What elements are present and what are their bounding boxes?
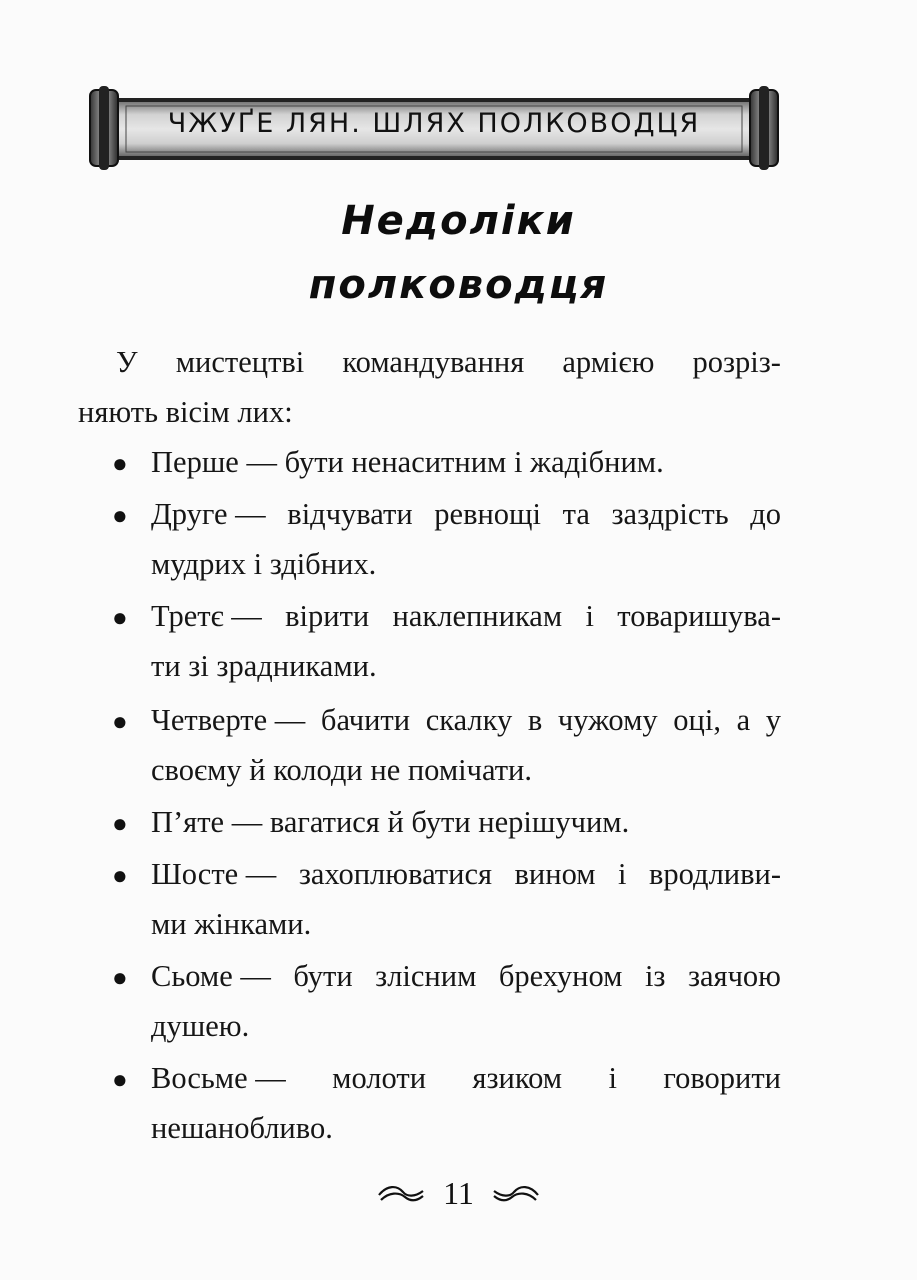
word: армією [562,345,655,379]
list-item-6-line-2: ми жінками. [151,907,312,941]
chapter-title: ЧЖУҐЕ ЛЯН. ШЛЯХ ПОЛКОВОДЦЯ [167,108,701,139]
word: оці, [673,703,721,737]
word: в [527,703,543,737]
bullet-icon: ● [112,603,128,632]
word: молоти [332,1061,427,1095]
left-flourish-icon [377,1183,425,1205]
list-item-7-line-2: душею. [151,1009,250,1043]
word: вродливи- [649,857,781,891]
word: вином [514,857,596,891]
word: захоплюватися [298,857,493,891]
word: язиком [472,1061,563,1095]
word: злісним [375,959,477,993]
word: і [618,857,627,891]
list-item-8-line-2: нешанобливо. [151,1111,333,1145]
word: У [116,345,138,379]
page-footer [0,1172,917,1212]
word: наклепникам [392,599,563,633]
bullet-icon: ● [112,861,128,890]
word: говорити [663,1061,781,1095]
word: мистецтві [175,345,305,379]
list-item-7-line-1 [151,956,781,996]
bullet-icon: ● [112,501,128,530]
word: скалку [425,703,513,737]
right-flourish-icon [492,1183,540,1205]
word: вірити [285,599,370,633]
word: до [750,497,781,531]
list-item-8-line-1 [151,1058,781,1098]
word: Восьме — [151,1061,286,1095]
list-item-5: П’яте — вагатися й бути нерішучим. [151,805,630,839]
section-heading-line-1: Недоліки [341,198,576,244]
word: розріз- [692,345,781,379]
word: ревнощі [434,497,542,531]
list-item-1: Перше — бути ненаситним і жадібним. [151,445,664,479]
word: Четверте — [151,703,306,737]
word: відчувати [287,497,413,531]
list-item-3-line-1 [151,596,781,636]
word: і [585,599,594,633]
word: заячою [687,959,781,993]
list-item-3-line-2: ти зі зрадниками. [151,649,377,683]
bullet-icon: ● [112,963,128,992]
list-item-2-line-1 [151,494,781,534]
bullet-icon: ● [112,707,128,736]
word: чужому [557,703,658,737]
word: а [736,703,751,737]
list-item-6-line-1 [151,854,781,894]
intro-line-1 [116,342,781,382]
word: заздрість [611,497,729,531]
bullet-icon: ● [112,449,128,478]
chapter-banner [86,86,782,170]
intro-line-2: няють вісім лих: [78,395,293,429]
list-item-2-line-2: мудрих і здібних. [151,547,377,581]
list-item-4-line-1 [151,700,781,740]
word: Сьоме — [151,959,271,993]
section-heading-line-2: полководця [308,262,609,308]
word: брехуном [498,959,623,993]
bullet-icon: ● [112,1065,128,1094]
word: бути [293,959,353,993]
word: бачити [320,703,411,737]
word: і [608,1061,617,1095]
word: командування [342,345,525,379]
word: та [562,497,590,531]
bullet-icon: ● [112,809,128,838]
word: у [765,703,781,737]
word: із [644,959,666,993]
word: Друге — [151,497,266,531]
word: Шосте — [151,857,277,891]
page-number: 11 [443,1175,474,1212]
list-item-4-line-2: своєму й колоди не помічати. [151,753,532,787]
word: Третє — [151,599,262,633]
word: товаришува- [617,599,781,633]
